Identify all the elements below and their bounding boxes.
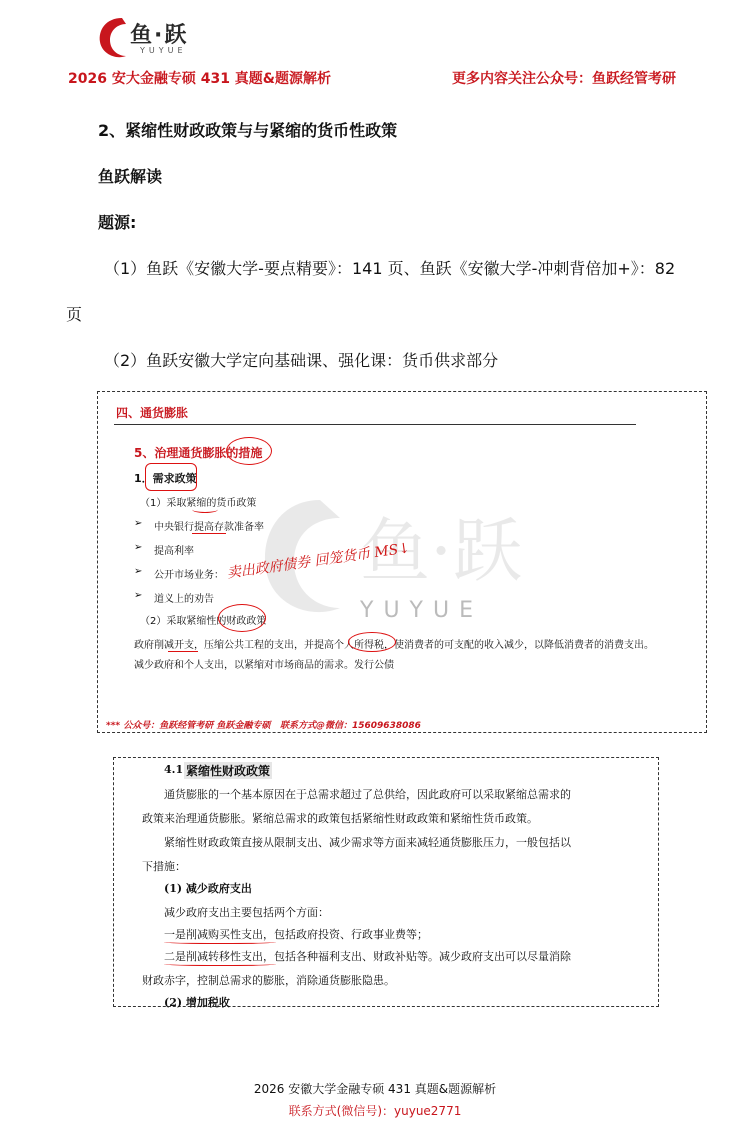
- box2-line-8: 财政赤字，控制总需求的膨胀，消除通货膨胀隐患。: [142, 974, 395, 987]
- box1-bullet-4: 道义上的劝告: [154, 594, 214, 605]
- annotation-circle-3: [348, 632, 396, 652]
- box2-line-1: 通货膨胀的一个基本原因在于总需求超过了总供给，因此政府可以采取紧缩总需求的: [164, 788, 571, 801]
- box2-line-2: 政策来治理通货膨胀。紧缩总需求的政策包括紧缩性财政政策和紧缩性货币政策。: [142, 812, 538, 825]
- box1-paragraph-2: 减少政府和个人支出，以紧缩对市场商品的需求。发行公债: [134, 660, 394, 671]
- box1-rule: [114, 424, 636, 425]
- watermark-text: YUYUE: [360, 598, 483, 623]
- handwritten-note: 卖出政府债券 回笼货币 MS↓: [225, 540, 411, 582]
- header-left: 2026 安大金融专硕 431 真题&题源解析: [68, 71, 332, 87]
- source-line-1: （1）鱼跃《安徽大学-要点精要》：141 页、鱼跃《安徽大学-冲刺背倍加+》：82: [104, 259, 676, 278]
- annotation-circle-1: [226, 437, 272, 465]
- footer-title: 2026 安徽大学金融专硕 431 真题&题源解析: [253, 1082, 497, 1096]
- box1-item-1: （1）采取紧缩的货币政策: [140, 498, 257, 509]
- bullet-icon: ➢: [134, 542, 143, 553]
- box2-heading-2: (2) 增加税收: [164, 996, 230, 1009]
- bullet-icon: ➢: [134, 590, 143, 601]
- logo-subtext: YUYUE: [140, 46, 187, 55]
- box2-line-5: 减少政府支出主要包括两个方面：: [164, 906, 329, 919]
- question-title: 2、紧缩性财政政策与与紧缩的货币性政策: [98, 121, 398, 140]
- header-right: 更多内容关注公众号：鱼跃经管考研: [452, 71, 676, 87]
- box1-footer-right: 联系方式@微信：15609638086: [280, 721, 421, 731]
- box2-line-6: 一是削减购买性支出，包括政府投资、行政事业费等；: [164, 928, 428, 941]
- box2-line-4: 下措施：: [142, 860, 186, 873]
- source-line-2: （2）鱼跃安徽大学定向基础课、强化课：货币供求部分: [104, 351, 499, 370]
- source-line-1-cont: 页: [66, 305, 83, 324]
- box1-item-2: （2）采取紧缩性的财政政策: [140, 616, 267, 627]
- source-label: 题源:: [98, 213, 137, 232]
- box1-section-5: 5、治理通货膨胀的措施: [134, 446, 263, 460]
- box2-line-7: 二是削减转移性支出，包括各种福利支出、财政补贴等。减少政府支出可以尽量消除: [164, 950, 571, 963]
- box2-heading: 紧缩性财政政策: [186, 764, 271, 778]
- box2-heading-1: (1) 减少政府支出: [164, 882, 252, 895]
- box1-demand-policy: 1．需求政策: [134, 472, 197, 485]
- annotation-box-1: [145, 463, 197, 491]
- annotation-underline-1: [192, 506, 218, 513]
- box1-bullet-1: 中央银行提高存款准备率: [154, 522, 264, 533]
- box1-paragraph-1: 政府削减开支，压缩公共工程的支出，并提高个人所得税，使消费者的可支配的收入减少，以降低消费者的消费支出。: [134, 640, 654, 651]
- annotation-circle-2: [218, 604, 266, 632]
- annotation-underline-2: [192, 530, 226, 534]
- bullet-icon: ➢: [134, 518, 143, 529]
- annotation-underline-5: [164, 961, 276, 966]
- footer-contact: 联系方式(微信号)：yuyue2771: [288, 1104, 462, 1118]
- annotation-underline-3: [168, 648, 198, 652]
- box1-title: 四、通货膨胀: [116, 406, 189, 420]
- box2-line-3: 紧缩性财政政策直接从限制支出、减少需求等方面来减轻通货膨胀压力，一般包括以: [164, 836, 571, 849]
- box1-footer-left: *** 公众号：鱼跃经管考研 鱼跃金融专硕: [106, 721, 271, 731]
- box1-bullet-3: 公开市场业务：: [154, 570, 224, 581]
- annotation-underline-4: [164, 939, 276, 944]
- question-subtitle: 鱼跃解读: [98, 167, 163, 186]
- box2-heading-num: 4.1: [164, 763, 184, 776]
- box1-bullet-2: 提高利率: [154, 546, 194, 557]
- svg-text:鱼·跃: 鱼·跃: [360, 510, 523, 592]
- bullet-icon: ➢: [134, 566, 143, 577]
- logo-text: 鱼·跃: [130, 23, 189, 48]
